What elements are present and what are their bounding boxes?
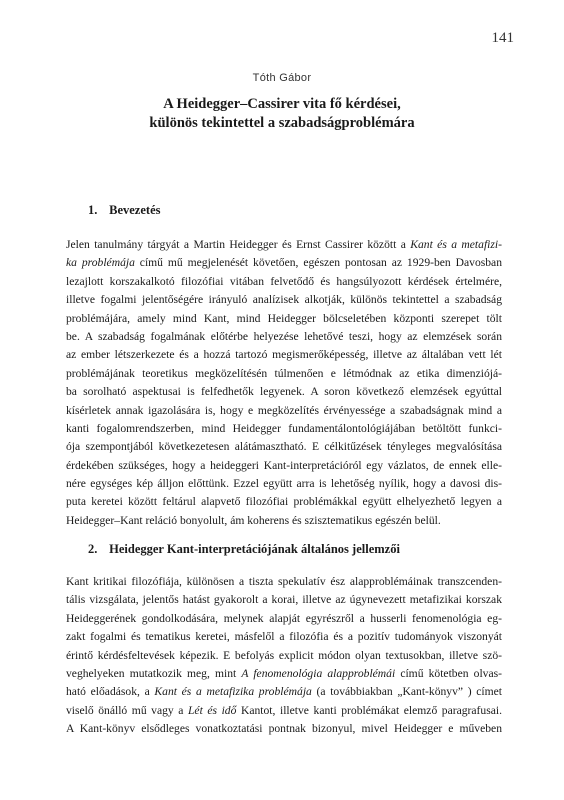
text-line: nére egységes kép álljon előttünk. Ezzel együtt arra is lehetőség nyílik, hogy a davosi dis- [66,477,502,491]
text-line: illetve fogalmi jelentőségére irányuló analízisek alkotják, különös tekintettel a szabadság [66,293,502,307]
article-title-line-2: különös tekintettel a szabadságproblémára [149,115,415,131]
section-number: 2. [88,542,98,556]
text-line: az ember létszerkezete és a hozzá tartozó megismerőképesség, illetve az általában vett lét [66,348,502,362]
text-line: veghelyeken mutatkozik meg, mint A fenomenológia alapproblémái című kötetben olvas- [66,666,502,680]
article-title-line-1: A Heidegger–Cassirer vita fő kérdései, [163,96,401,112]
section-paragraph-introduction [66,236,502,530]
text-line: ba sorolható aspektusai is felfedhetők legyenek. A soron következő elemzések egyúttal [66,385,502,399]
section-heading-introduction [88,203,160,218]
text-line: érdekében szükséges, hogy a heideggeri Kant-interpretációról egy vázlatos, de ennek elle- [66,458,502,472]
text-line: ója szempontjából következetesen alátámasztható. E célkitűzések tényleges megvalósítása [66,440,502,454]
text-line: lezajlott korszakalkotó filozófiai vitában felvetődő és hangsúlyozott kérdések értelmére, [66,274,502,288]
text-line: ka problémája című mű megjelenését követően, egészen pontosan az 1929-ben Davosban [66,256,502,270]
text-line: zakt fogalmi és tematikus keretei, másfelől a filozófia és a pozitív tudományok viszonyát [66,630,502,644]
page-number: 141 [491,30,514,46]
text-line: tális vizsgálata, jelentős hatást gyakorolt a korai, illetve az úgynevezett metafizikai korszak [66,593,502,607]
text-line: A Kant-könyv elsődleges vonatkoztatási pontnak bizonyul, mivel Heidegger e műveben [66,722,502,736]
text-line: puta keretei között feltárul alapvető filozófiai problémákkal együtt elhelyezhető legyen a [66,495,502,509]
section-heading-kant-interpretation [88,542,400,557]
text-line: Heidegger–Kant reláció bonyolult, ám koherens és szisztematikus egészén belül. [66,513,441,527]
section-number: 1. [88,203,98,217]
text-line: be. A szabadság fogalmának előtérbe helyezése lehetővé teszi, hogy az elemzések során [66,329,502,343]
section-title: Heidegger Kant-interpretációjának általános jellemzői [109,542,400,556]
text-line: problémájára, amely mind Kant, mind Heidegger bölcseletében központi szerepet tölt [66,311,502,325]
author-name: Tóth Gábor [252,72,312,84]
text-line: problémájának teoretikus megközelítésén túlmenően e létmódnak az etika dimenziójá- [66,366,502,380]
section-title: Bevezetés [109,203,161,217]
text-line: kísérletek annak igazolására is, hogy e megközelítés érvényessége a szabadságnak mind a [66,403,502,417]
text-line: érintő kérdésfeltevések képezik. E befolyás explicit módon olyan textusokban, illetve szö- [66,648,502,662]
text-line: viselő önálló mű vagy a Lét és idő Kantot, illetve kanti problémákat elemző paragrafusai. [66,703,502,717]
article-title [0,95,564,133]
text-line: kanti fogalomrendszerben, mind Heidegger fundamentálontológiájában betöltött funkci- [66,421,502,435]
section-paragraph-kant-interpretation [66,573,502,739]
text-line: ható előadások, a Kant és a metafizika problémája (a továbbiakban „Kant-könyv” ) címet [66,685,502,699]
text-line: Heideggerének gondolkodására, melynek alapját egyrészről a husserli fenomenológia eg- [66,611,502,625]
text-line: Kant kritikai filozófiája, különösen a tiszta spekulatív ész alapproblémáinak transzcenden- [66,575,502,588]
text-line: Jelen tanulmány tárgyát a Martin Heidegger és Ernst Cassirer között a Kant és a metafizi- [66,238,502,251]
